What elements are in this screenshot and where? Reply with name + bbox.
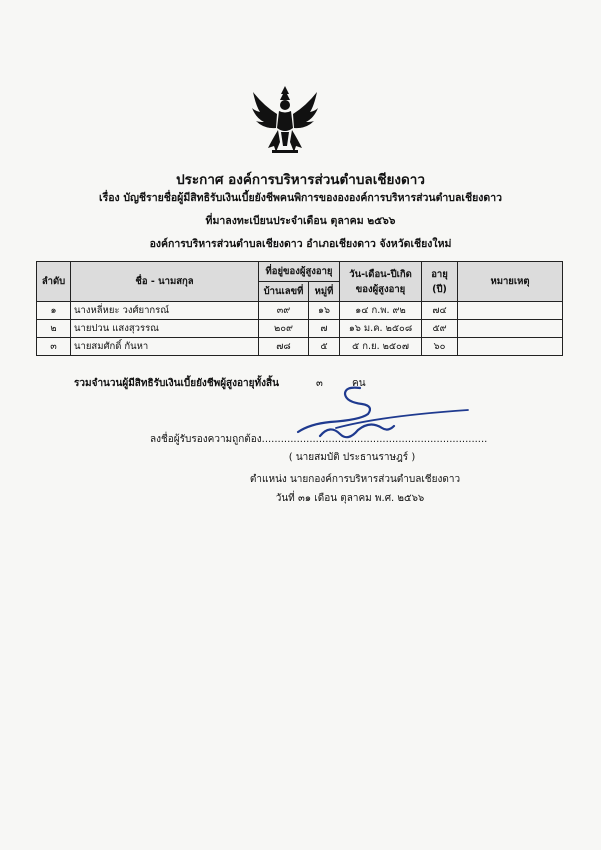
cell-age: ๖๐ <box>422 338 458 356</box>
col-header-dob <box>340 262 422 302</box>
cell-no: ๑ <box>37 302 71 320</box>
beneficiary-table <box>36 261 563 356</box>
col-header-dob-line1: วัน-เดือน-ปีเกิด <box>349 268 412 280</box>
signer-position: ตำแหน่ง นายกองค์การบริหารส่วนตำบลเชียงดาว <box>249 474 461 485</box>
table-row <box>37 338 563 356</box>
registration-period: ที่มาลงทะเบียนประจำเดือน ตุลาคม ๒๕๖๖ <box>205 215 396 227</box>
cell-remark <box>458 320 563 338</box>
signer-name: ( นายสมบัติ ประธานราษฎร์ ) <box>288 452 416 463</box>
garuda-emblem-icon <box>250 84 320 156</box>
total-label: รวมจำนวนผู้มีสิทธิรับเงินเบี้ยยังชีพผู้สูงอายุทั้งสิ้น <box>74 378 279 389</box>
cell-village: ๑๖ <box>309 302 340 320</box>
col-header-address: ที่อยู่ของผู้สูงอายุ <box>259 262 340 282</box>
col-header-no: ลำดับ <box>37 262 71 302</box>
handwritten-signature-icon <box>290 380 470 460</box>
signing-date: วันที่ ๓๑ เดือน ตุลาคม พ.ศ. ๒๕๖๖ <box>275 493 425 504</box>
cell-age: ๗๔ <box>422 302 458 320</box>
cell-age: ๕๙ <box>422 320 458 338</box>
cell-house-no: ๒๐๙ <box>259 320 309 338</box>
cell-dob: ๑๔ ก.พ. ๙๒ <box>340 302 422 320</box>
col-header-village: หมู่ที่ <box>309 282 340 302</box>
cell-no: ๓ <box>37 338 71 356</box>
cell-dob: ๕ ก.ย. ๒๕๐๗ <box>340 338 422 356</box>
col-header-remark: หมายเหตุ <box>458 262 563 302</box>
col-header-dob-line2: ของผู้สูงอายุ <box>355 283 406 295</box>
cell-name: นายสมศักดิ์ กันหา <box>71 338 259 356</box>
cell-remark <box>458 302 563 320</box>
table-row <box>37 320 563 338</box>
col-header-age-line2: (ปี) <box>432 283 447 295</box>
total-count: ๓ <box>316 378 323 389</box>
announcement-subject: เรื่อง บัญชีรายชื่อผู้มีสิทธิรับเงินเบี้ยยังชีพคนพิการของององค์การบริหารส่วนตำบลเชียงดาว <box>99 192 502 204</box>
col-header-age-line1: อายุ <box>431 268 448 280</box>
cell-house-no: ๗๘ <box>259 338 309 356</box>
organization-location: องค์การบริหารส่วนตำบลเชียงดาว อำเภอเชียงดาว จังหวัดเชียงใหม่ <box>149 238 452 250</box>
cell-remark <box>458 338 563 356</box>
cell-dob: ๑๖ ม.ค. ๒๕๐๘ <box>340 320 422 338</box>
cell-name: นายปวน แสงสุวรรณ <box>71 320 259 338</box>
col-header-house-no: บ้านเลขที่ <box>259 282 309 302</box>
col-header-name: ชื่อ - นามสกุล <box>71 262 259 302</box>
cell-village: ๗ <box>309 320 340 338</box>
col-header-age <box>422 262 458 302</box>
cell-name: นางหลี่หยะ วงศ์ยากรณ์ <box>71 302 259 320</box>
certifier-sign-line: ลงชื่อผู้รับรองความถูกต้อง....................................................................... <box>150 434 488 445</box>
table-row <box>37 302 563 320</box>
cell-village: ๕ <box>309 338 340 356</box>
announcement-title: ประกาศ องค์การบริหารส่วนตำบลเชียงดาว <box>176 172 425 188</box>
cell-house-no: ๓๙ <box>259 302 309 320</box>
total-unit: คน <box>352 378 366 389</box>
cell-no: ๒ <box>37 320 71 338</box>
